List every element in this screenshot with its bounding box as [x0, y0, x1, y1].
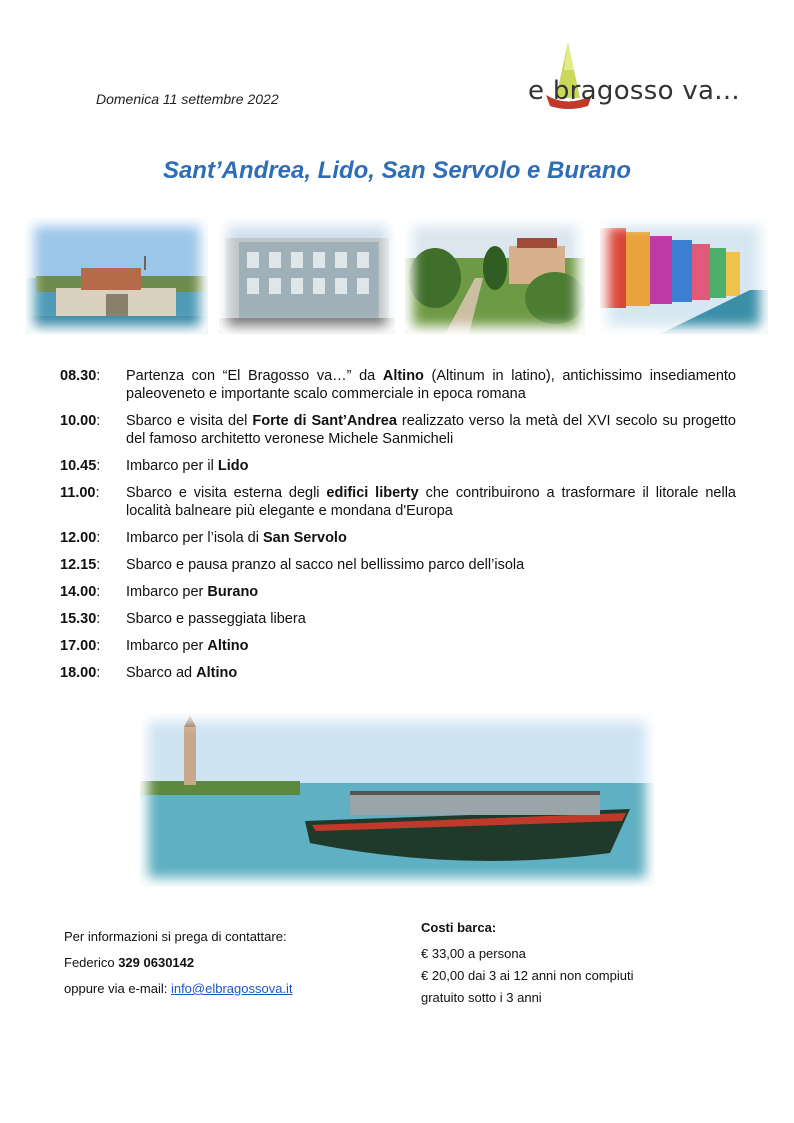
- email-prefix: oppure via e-mail:: [64, 981, 168, 996]
- schedule-description: Imbarco per l’isola di San Servolo: [126, 530, 347, 546]
- photo-burano: [600, 218, 768, 334]
- schedule-description: Sbarco e passeggiata libera: [126, 611, 306, 627]
- contact-intro: Per informazioni si prega di contattare:: [64, 929, 287, 944]
- schedule-row: [60, 484, 736, 520]
- schedule-row: [60, 457, 736, 475]
- schedule-time: 15.30:: [60, 611, 101, 627]
- contact-name: Federico: [64, 955, 115, 970]
- schedule-description: Sbarco ad Altino: [126, 665, 238, 681]
- contact-email-line: [64, 976, 293, 1002]
- schedule-time: 12.00:: [60, 530, 101, 546]
- schedule-row: [60, 610, 736, 628]
- photo-bragosso-boat: [140, 713, 654, 886]
- schedule-time: 18.00:: [60, 665, 101, 681]
- email-link[interactable]: info@elbragossova.it: [170, 981, 293, 996]
- schedule-time: 10.45:: [60, 458, 101, 474]
- schedule-row: [60, 556, 736, 574]
- schedule-row: [60, 637, 736, 655]
- schedule-time: 17.00:: [60, 638, 101, 654]
- schedule-row: [60, 412, 736, 448]
- logo-text: e bragosso va...: [528, 76, 740, 106]
- schedule-description: Sbarco e visita del Forte di Sant’Andrea realizzato verso la metà del XVI secolo su progetto del famoso architetto veronese Michele Sanmicheli: [126, 413, 736, 447]
- schedule-row: [60, 583, 736, 601]
- schedule-description: Imbarco per Burano: [126, 584, 259, 600]
- schedule-description: Imbarco per il Lido: [126, 458, 249, 474]
- cost-line: € 33,00 a persona: [421, 946, 526, 961]
- costs-heading: Costi barca:: [421, 920, 497, 935]
- photo-san-servolo: [405, 218, 585, 334]
- schedule-time: 08.30:: [60, 368, 101, 384]
- cost-line: gratuito sotto i 3 anni: [421, 990, 542, 1005]
- schedule-description: Imbarco per Altino: [126, 638, 249, 654]
- schedule-row: [60, 367, 736, 403]
- schedule-time: 12.15:: [60, 557, 101, 573]
- schedule-description: Sbarco e pausa pranzo al sacco nel bellissimo parco dell’isola: [126, 557, 525, 573]
- event-date: Domenica 11 settembre 2022: [96, 91, 279, 107]
- schedule-row: [60, 664, 736, 682]
- logo: [528, 40, 748, 120]
- contact-info: [64, 924, 293, 1002]
- schedule-time: 14.00:: [60, 584, 101, 600]
- cost-line: € 20,00 dai 3 ai 12 anni non compiuti: [421, 968, 634, 983]
- boat-costs: [421, 917, 634, 1009]
- photo-lido-liberty: [219, 218, 395, 334]
- photo-forte-sant-andrea: [26, 218, 208, 334]
- page-title: Sant’Andrea, Lido, San Servolo e Burano: [162, 157, 632, 184]
- schedule-list: [60, 367, 736, 691]
- contact-phone-line: [64, 950, 293, 976]
- contact-phone[interactable]: 329 0630142: [118, 955, 195, 970]
- schedule-row: [60, 529, 736, 547]
- schedule-description: Sbarco e visita esterna degli edifici liberty che contribuirono a trasformare il litorale nella località balneare più elegante e mondana d'Europa: [126, 485, 736, 519]
- schedule-time: 10.00:: [60, 413, 101, 429]
- schedule-time: 11.00:: [60, 485, 100, 501]
- schedule-description: Partenza con “El Bragosso va…” da Altino (Altinum in latino), antichissimo insediamento paleoveneto e importante scalo commerciale in epoca romana: [126, 368, 736, 402]
